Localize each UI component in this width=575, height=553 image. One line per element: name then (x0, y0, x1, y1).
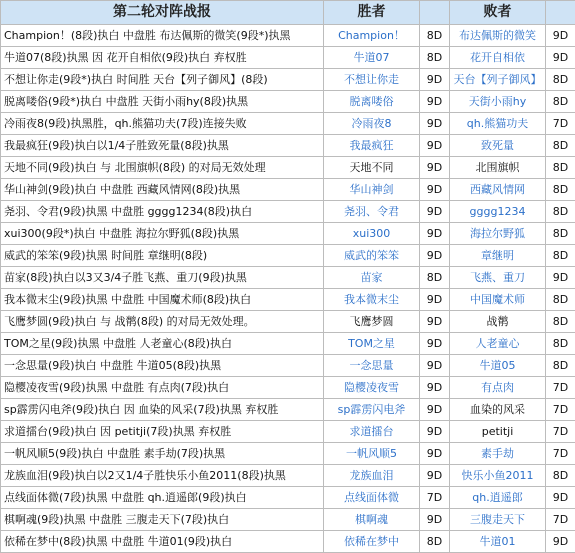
loser-cell: 花开自相依 (450, 47, 546, 69)
winner-cell: 一念思量 (324, 355, 420, 377)
report-cell: Champion！(8段)执白 中盘胜 布达佩斯的微笑(9段*)执黑 (1, 25, 324, 47)
loser-cell: 飞燕、重刀 (450, 267, 546, 289)
table-row (1, 333, 575, 355)
loser-rank-header (546, 1, 575, 25)
report-cell: 依稀在梦中(8段)执黑 中盘胜 牛道01(9段)执白 (1, 531, 324, 553)
winner-rank-cell: 9D (420, 223, 450, 245)
winner-cell: 尧羽、令君 (324, 201, 420, 223)
loser-rank-cell: 8D (546, 465, 575, 487)
table-row (1, 399, 575, 421)
winner-cell: 依稀在梦中 (324, 531, 420, 553)
report-cell: xui300(9段*)执白 中盘胜 海拉尔野狐(8段)执黑 (1, 223, 324, 245)
table-row (1, 267, 575, 289)
table-row (1, 465, 575, 487)
table-row (1, 201, 575, 223)
loser-rank-cell: 8D (546, 355, 575, 377)
winner-cell: 飞鹰梦圆 (324, 311, 420, 333)
loser-rank-cell: 7D (546, 443, 575, 465)
report-cell: 求道擂台(9段)执白 因 petitji(7段)执黑 弃权胜 (1, 421, 324, 443)
loser-rank-cell: 9D (546, 25, 575, 47)
loser-rank-cell: 8D (546, 179, 575, 201)
loser-cell: 西藏风情网 (450, 179, 546, 201)
winner-rank-cell: 9D (420, 355, 450, 377)
winner-cell: 苗家 (324, 267, 420, 289)
table-row (1, 135, 575, 157)
loser-rank-cell: 9D (546, 531, 575, 553)
report-cell: 飞鹰梦圆(9段)执白 与 战鹡(8段) 的对局无效处理。 (1, 311, 324, 333)
report-cell: 我最疯狂(9段)执白以1/4子胜致死量(8段)执黑 (1, 135, 324, 157)
loser-cell: 战鹡 (450, 311, 546, 333)
winner-rank-cell: 7D (420, 487, 450, 509)
winner-rank-cell: 8D (420, 531, 450, 553)
winner-rank-cell: 9D (420, 201, 450, 223)
loser-cell: gggg1234 (450, 201, 546, 223)
loser-rank-cell: 8D (546, 333, 575, 355)
winner-rank-cell: 9D (420, 399, 450, 421)
winner-rank-cell: 9D (420, 69, 450, 91)
winner-rank-cell: 9D (420, 135, 450, 157)
loser-cell: 有点肉 (450, 377, 546, 399)
loser-rank-cell: 8D (546, 245, 575, 267)
report-cell: 不想让你走(9段*)执白 时间胜 天台【列子御风】(8段) (1, 69, 324, 91)
loser-cell: 牛道01 (450, 531, 546, 553)
winner-cell: 我本微末尘 (324, 289, 420, 311)
winner-rank-cell: 9D (420, 509, 450, 531)
report-cell: 点线面体微(7段)执黑 中盘胜 qh.逍遥郎(9段)执白 (1, 487, 324, 509)
table-row (1, 25, 575, 47)
winner-rank-cell: 9D (420, 157, 450, 179)
report-cell: 苗家(8段)执白以3又3/4子胜飞燕、重刀(9段)执黑 (1, 267, 324, 289)
report-cell: 天地不同(9段)执白 与 北围旗帜(8段) 的对局无效处理 (1, 157, 324, 179)
table-row (1, 289, 575, 311)
winner-cell: 龙族血泪 (324, 465, 420, 487)
loser-rank-cell: 9D (546, 487, 575, 509)
loser-rank-cell: 8D (546, 135, 575, 157)
loser-rank-cell: 8D (546, 289, 575, 311)
winner-cell: 威武的笨笨 (324, 245, 420, 267)
table-row (1, 311, 575, 333)
winner-cell: 一帆风顺5 (324, 443, 420, 465)
table-row (1, 355, 575, 377)
winner-cell: 牛道07 (324, 47, 420, 69)
winner-cell: 脱离喽俗 (324, 91, 420, 113)
winner-cell: 冷雨夜8 (324, 113, 420, 135)
loser-rank-cell: 9D (546, 47, 575, 69)
report-cell: TOM之星(9段)执黑 中盘胜 人老童心(8段)执白 (1, 333, 324, 355)
report-cell: 脱离喽俗(9段*)执白 中盘胜 天街小雨hy(8段)执黑 (1, 91, 324, 113)
winner-cell: 点线面体微 (324, 487, 420, 509)
winner-rank-cell: 8D (420, 267, 450, 289)
loser-rank-cell: 8D (546, 91, 575, 113)
table-body (1, 25, 575, 553)
table-row (1, 69, 575, 91)
table-row (1, 157, 575, 179)
winner-cell: TOM之星 (324, 333, 420, 355)
winner-rank-cell: 9D (420, 333, 450, 355)
loser-cell: 人老童心 (450, 333, 546, 355)
table-row (1, 47, 575, 69)
winner-cell: 隐樱凌夜雪 (324, 377, 420, 399)
report-cell: 尧羽、令君(9段)执黑 中盘胜 gggg1234(8段)执白 (1, 201, 324, 223)
report-cell: sp霹雳闪电斧(9段)执白 因 血染的风采(7段)执黑 弃权胜 (1, 399, 324, 421)
loser-cell: qh.熊猫功夫 (450, 113, 546, 135)
header-row (1, 1, 575, 25)
winner-rank-cell: 8D (420, 25, 450, 47)
winner-rank-cell: 9D (420, 113, 450, 135)
report-cell: 华山神剑(9段)执白 中盘胜 西藏风情网(8段)执黑 (1, 179, 324, 201)
loser-cell: 素手劫 (450, 443, 546, 465)
winner-rank-cell: 9D (420, 179, 450, 201)
table-row (1, 421, 575, 443)
loser-rank-cell: 8D (546, 201, 575, 223)
report-cell: 一念思量(9段)执白 中盘胜 牛道05(8段)执黑 (1, 355, 324, 377)
loser-rank-cell: 9D (546, 267, 575, 289)
table-row (1, 223, 575, 245)
table-row (1, 179, 575, 201)
report-cell: 牛道07(8段)执黑 因 花开自相依(9段)执白 弃权胜 (1, 47, 324, 69)
winner-cell: xui300 (324, 223, 420, 245)
loser-cell: 牛道05 (450, 355, 546, 377)
winner-cell: 天地不同 (324, 157, 420, 179)
loser-cell: 天台【列子御风】 (450, 69, 546, 91)
report-cell: 冷雨夜8(9段)执黑胜，qh.熊猫功夫(7段)连接失败 (1, 113, 324, 135)
winner-cell: 棋啊魂 (324, 509, 420, 531)
table-row (1, 509, 575, 531)
winner-header: 胜者 (324, 1, 420, 25)
loser-rank-cell: 7D (546, 509, 575, 531)
table-row (1, 245, 575, 267)
winner-rank-cell: 9D (420, 311, 450, 333)
loser-rank-cell: 8D (546, 311, 575, 333)
loser-cell: 布达佩斯的微笑 (450, 25, 546, 47)
loser-cell: petitji (450, 421, 546, 443)
report-cell: 一帆风顺5(9段)执白 中盘胜 素手劫(7段)执黑 (1, 443, 324, 465)
report-cell: 龙族血泪(9段)执白以2又1/4子胜快乐小鱼2011(8段)执黑 (1, 465, 324, 487)
loser-cell: 海拉尔野狐 (450, 223, 546, 245)
winner-rank-cell: 8D (420, 47, 450, 69)
report-cell: 威武的笨笨(9段)执黑 时间胜 章继明(8段) (1, 245, 324, 267)
winner-cell: 华山神剑 (324, 179, 420, 201)
loser-cell: 章继明 (450, 245, 546, 267)
loser-cell: 快乐小鱼2011 (450, 465, 546, 487)
report-cell: 棋啊魂(9段)执黑 中盘胜 三腹走天下(7段)执白 (1, 509, 324, 531)
winner-cell: 不想让你走 (324, 69, 420, 91)
winner-cell: 我最疯狂 (324, 135, 420, 157)
winner-rank-cell: 9D (420, 465, 450, 487)
winner-rank-cell: 9D (420, 289, 450, 311)
loser-cell: 三腹走天下 (450, 509, 546, 531)
loser-cell: 北围旗帜 (450, 157, 546, 179)
table-row (1, 377, 575, 399)
table-row (1, 487, 575, 509)
winner-cell: Champion！ (324, 25, 420, 47)
loser-cell: 致死量 (450, 135, 546, 157)
winner-cell: sp霹雳闪电斧 (324, 399, 420, 421)
loser-rank-cell: 7D (546, 421, 575, 443)
loser-cell: 天街小雨hy (450, 91, 546, 113)
table-row (1, 91, 575, 113)
winner-rank-header (420, 1, 450, 25)
table-row (1, 443, 575, 465)
winner-cell: 求道擂台 (324, 421, 420, 443)
winner-rank-cell: 9D (420, 377, 450, 399)
title-header: 第二轮对阵战报 (1, 1, 324, 25)
winner-rank-cell: 9D (420, 421, 450, 443)
loser-rank-cell: 8D (546, 223, 575, 245)
winner-rank-cell: 9D (420, 443, 450, 465)
loser-rank-cell: 8D (546, 69, 575, 91)
table-row (1, 113, 575, 135)
loser-rank-cell: 7D (546, 113, 575, 135)
winner-rank-cell: 9D (420, 245, 450, 267)
winner-rank-cell: 9D (420, 91, 450, 113)
report-cell: 隐樱凌夜雪(9段)执黑 中盘胜 有点肉(7段)执白 (1, 377, 324, 399)
loser-header: 败者 (450, 1, 546, 25)
loser-cell: 中国魔术师 (450, 289, 546, 311)
loser-rank-cell: 8D (546, 157, 575, 179)
loser-rank-cell: 7D (546, 399, 575, 421)
loser-cell: qh.逍遥郎 (450, 487, 546, 509)
report-cell: 我本微末尘(9段)执黑 中盘胜 中国魔术师(8段)执白 (1, 289, 324, 311)
loser-rank-cell: 7D (546, 377, 575, 399)
loser-cell: 血染的风采 (450, 399, 546, 421)
table-row (1, 531, 575, 553)
